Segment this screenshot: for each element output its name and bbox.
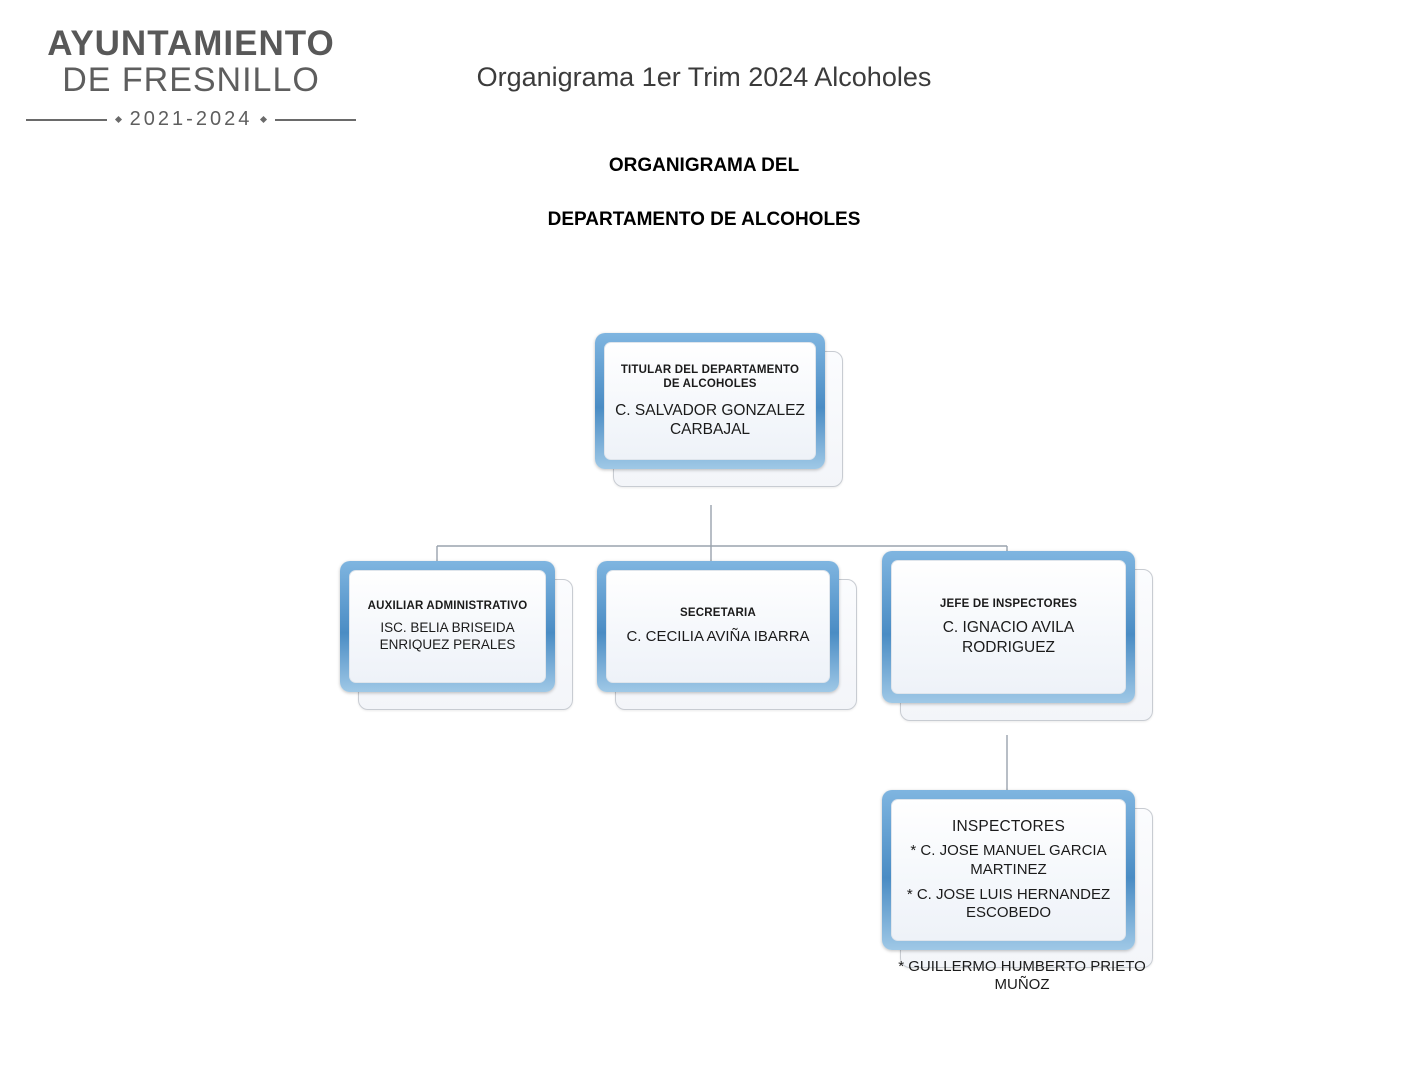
org-node-titular[interactable] bbox=[595, 333, 825, 469]
node-person: C. SALVADOR GONZALEZ CARBAJAL bbox=[615, 401, 805, 438]
inspector-list bbox=[899, 842, 1118, 922]
node-person: C. CECILIA AVIÑA IBARRA bbox=[626, 627, 810, 645]
page-title: Organigrama 1er Trim 2024 Alcoholes bbox=[476, 62, 932, 92]
node-content bbox=[604, 342, 816, 460]
node-role: AUXILIAR ADMINISTRATIVO bbox=[367, 599, 528, 612]
list-item: * GUILLERMO HUMBERTO PRIETO MUÑOZ bbox=[898, 958, 1146, 994]
logo-years: 2021-2024 bbox=[129, 108, 253, 131]
org-node-auxiliar-administrativo[interactable] bbox=[340, 561, 555, 692]
org-node-secretaria[interactable] bbox=[597, 561, 839, 692]
list-item: * C. JOSE LUIS HERNANDEZ ESCOBEDO bbox=[906, 885, 1111, 922]
chart-heading-line-2: DEPARTAMENTO DE ALCOHOLES bbox=[547, 209, 861, 230]
node-person: C. IGNACIO AVILA RODRIGUEZ bbox=[942, 619, 1075, 656]
org-node-inspectores[interactable] bbox=[882, 790, 1146, 994]
node-content bbox=[891, 799, 1126, 941]
logo-line-ayuntamiento: AYUNTAMIENTO bbox=[47, 24, 335, 63]
node-content bbox=[891, 560, 1126, 694]
org-node-jefe-de-inspectores[interactable] bbox=[882, 551, 1135, 703]
chart-heading-line-1: ORGANIGRAMA DEL bbox=[608, 155, 800, 176]
node-role: INSPECTORES bbox=[951, 818, 1066, 835]
node-person: ISC. BELIA BRISEIDA ENRIQUEZ PERALES bbox=[379, 620, 516, 653]
node-role: TITULAR DEL DEPARTAMENTO DE ALCOHOLES bbox=[620, 363, 800, 391]
node-content bbox=[606, 570, 830, 683]
node-role: JEFE DE INSPECTORES bbox=[939, 597, 1078, 610]
node-content bbox=[349, 570, 546, 683]
logo-line-fresnillo: DE FRESNILLO bbox=[62, 60, 320, 99]
node-role: SECRETARIA bbox=[680, 607, 756, 620]
list-item: * C. JOSE MANUEL GARCIA MARTINEZ bbox=[910, 842, 1107, 878]
